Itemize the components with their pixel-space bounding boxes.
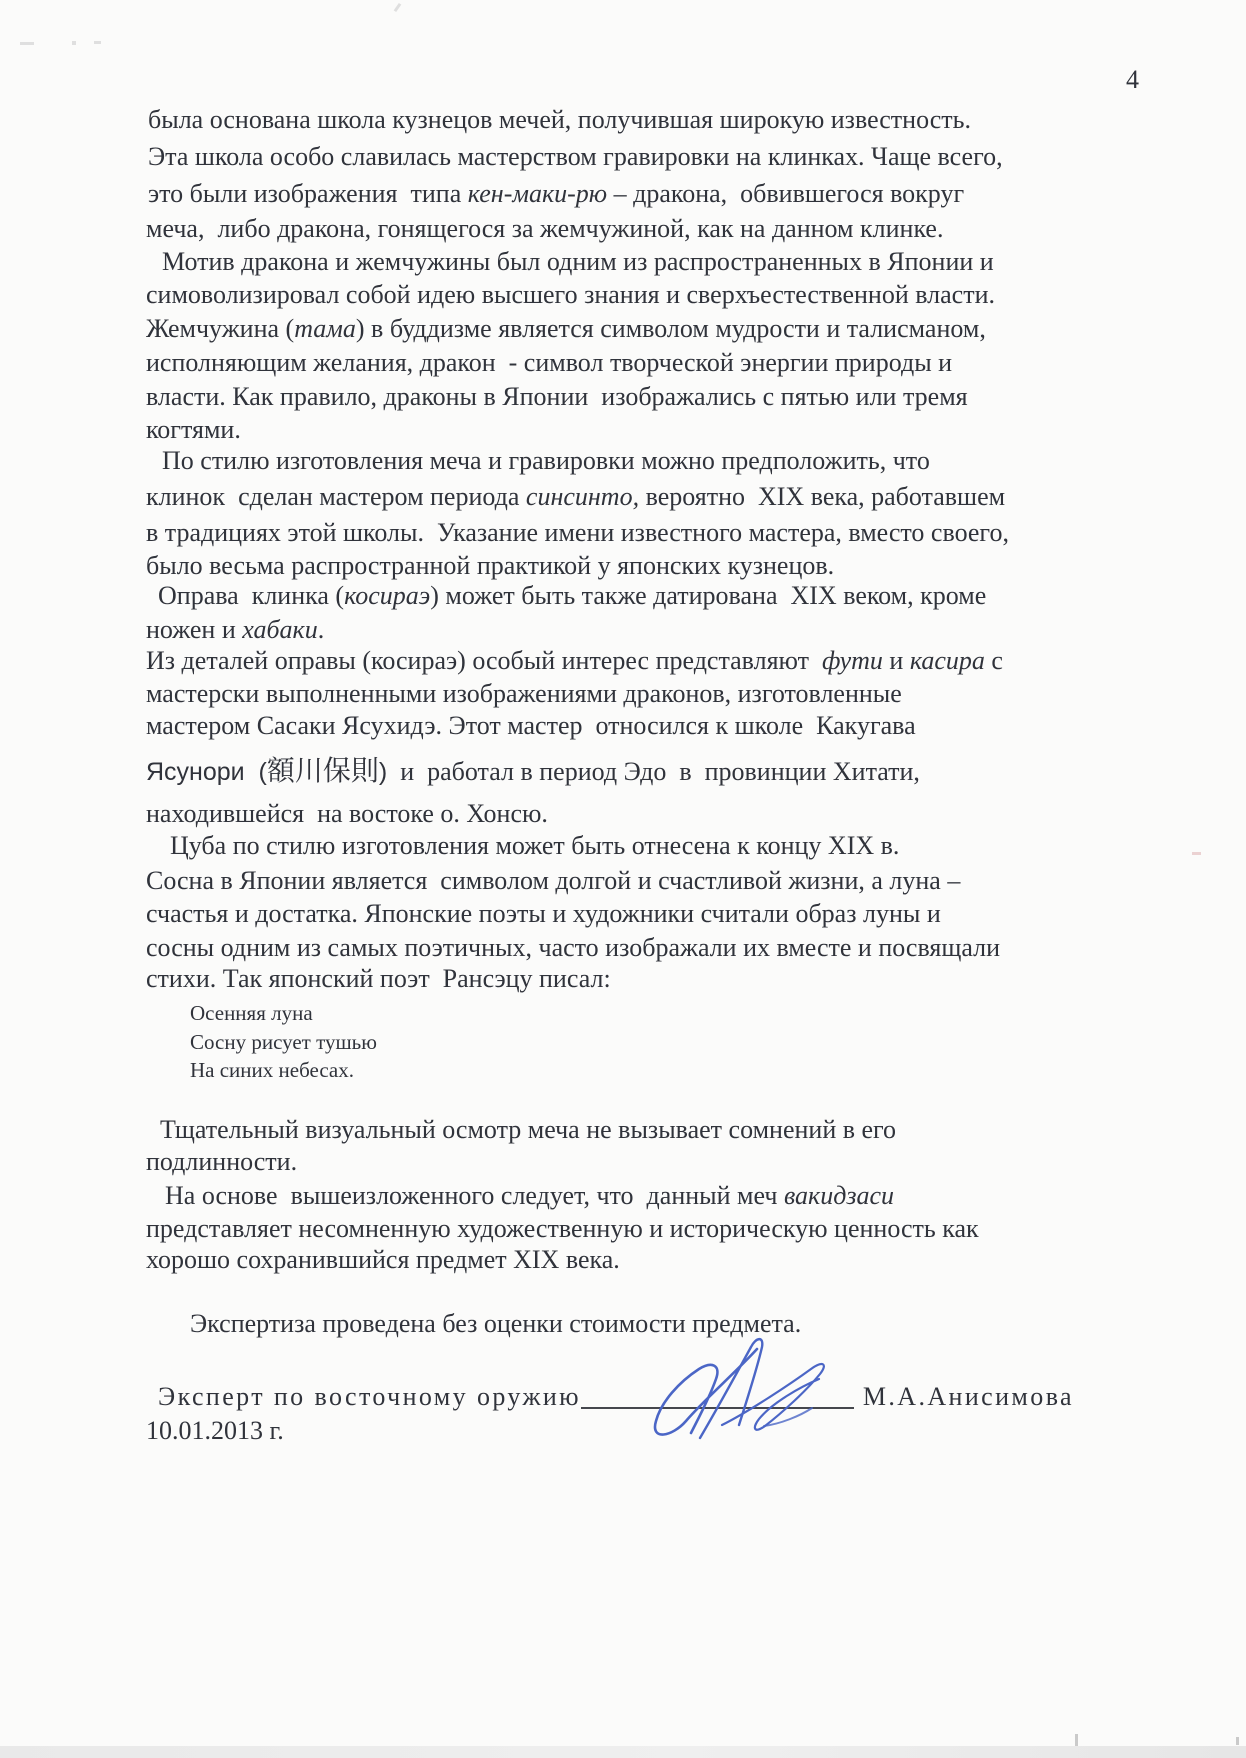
text-line-23: Сосна в Японии является символом долгой и счастливой жизни, а луна – bbox=[146, 866, 961, 895]
text-line-22: Цуба по стилю изготовления может быть отнесена к концу XIX в. bbox=[170, 831, 900, 860]
text-line-14: было весьма распространной практикой у японских кузнецов. bbox=[146, 551, 835, 580]
text-line-33: представляет несомненную художественную и историческую ценность как bbox=[146, 1214, 979, 1243]
scan-smudge bbox=[94, 41, 101, 44]
text-line-7: Жемчужина (тама) в буддизме является символом мудрости и талисманом, bbox=[146, 314, 986, 343]
text-line-9: власти. Как правило, драконы в Японии изображались с пятью или тремя bbox=[146, 382, 968, 411]
text-line-37: 10.01.2013 г. bbox=[146, 1416, 284, 1445]
text-line-31: подлинности. bbox=[146, 1147, 298, 1176]
text-line-11: По стилю изготовления меча и гравировки можно предположить, что bbox=[162, 446, 930, 475]
text-line-24: счастья и достатка. Японские поэты и художники считали образ луны и bbox=[146, 899, 941, 928]
text-line-13: в традициях этой школы. Указание имени известного мастера, вместо своего, bbox=[146, 518, 1009, 547]
scan-edge-band bbox=[0, 1746, 1246, 1758]
text-line-29: На синих небесах. bbox=[190, 1058, 354, 1082]
text-line-4: меча, либо дракона, гонящегося за жемчужиной, как на данном клинке. bbox=[146, 214, 944, 243]
scan-smudge bbox=[1236, 1737, 1239, 1745]
text-line-34: хорошо сохранившийся предмет XIX века. bbox=[146, 1245, 620, 1274]
text-line-15: Оправа клинка (косираэ) может быть также датирована XIX веком, кроме bbox=[158, 581, 987, 610]
text-line-5: Мотив дракона и жемчужины был одним из распространенных в Японии и bbox=[162, 247, 994, 276]
text-line-35: Экспертиза проведена без оценки стоимости предмета. bbox=[190, 1309, 802, 1338]
text-line-8: исполняющим желания, дракон - символ творческой энергии природы и bbox=[146, 348, 953, 377]
text-line-16: ножен и хабаки. bbox=[146, 615, 325, 644]
text-line-27: Осенняя луна bbox=[190, 1001, 313, 1025]
text-line-20: Ясунори (額川保則) и работал в период Эдо в провинции Хитати, bbox=[146, 754, 920, 787]
text-line-28: Сосну рисует тушью bbox=[190, 1030, 377, 1054]
scan-smudge bbox=[1192, 852, 1201, 855]
text-line-18: мастерски выполненными изображениями драконов, изготовленные bbox=[146, 679, 902, 708]
text-line-1: была основана школа кузнецов мечей, получившая широкую известность. bbox=[148, 105, 971, 134]
text-line-19: мастером Сасаки Ясухидэ. Этот мастер относился к школе Какугава bbox=[146, 711, 916, 740]
text-line-21: находившейся на востоке о. Хонсю. bbox=[146, 799, 548, 828]
text-line-6: симоволизировал собой идею высшего знания и сверхъестественной власти. bbox=[146, 280, 995, 309]
text-line-26: стихи. Так японский поэт Рансэцу писал: bbox=[146, 964, 611, 993]
text-line-36: Эксперт по восточному оружию М.А.Анисимова bbox=[158, 1382, 1074, 1411]
text-line-3: это были изображения типа кен-маки-рю – дракона, обвившегося вокруг bbox=[148, 179, 965, 208]
text-line-2: Эта школа особо славилась мастерством гравировки на клинках. Чаще всего, bbox=[148, 142, 1003, 171]
text-line-25: сосны одним из самых поэтичных, часто изображали их вместе и посвящали bbox=[146, 933, 1001, 962]
page-number: 4 bbox=[1126, 65, 1139, 94]
scan-smudge bbox=[72, 41, 76, 45]
text-line-32: На основе вышеизложенного следует, что данный меч вакидзаси bbox=[165, 1181, 895, 1210]
text-line-17: Из деталей оправы (косираэ) особый интерес представляют фути и касира с bbox=[146, 646, 1003, 675]
text-line-30: Тщательный визуальный осмотр меча не вызывает сомнений в его bbox=[160, 1115, 897, 1144]
signature-underline bbox=[581, 1386, 854, 1409]
text-line-10: когтями. bbox=[146, 415, 241, 444]
text-line-12: клинок сделан мастером периода синсинто, вероятно XIX века, работавшем bbox=[146, 482, 1006, 511]
scan-smudge bbox=[20, 42, 34, 45]
scan-smudge bbox=[394, 3, 402, 12]
